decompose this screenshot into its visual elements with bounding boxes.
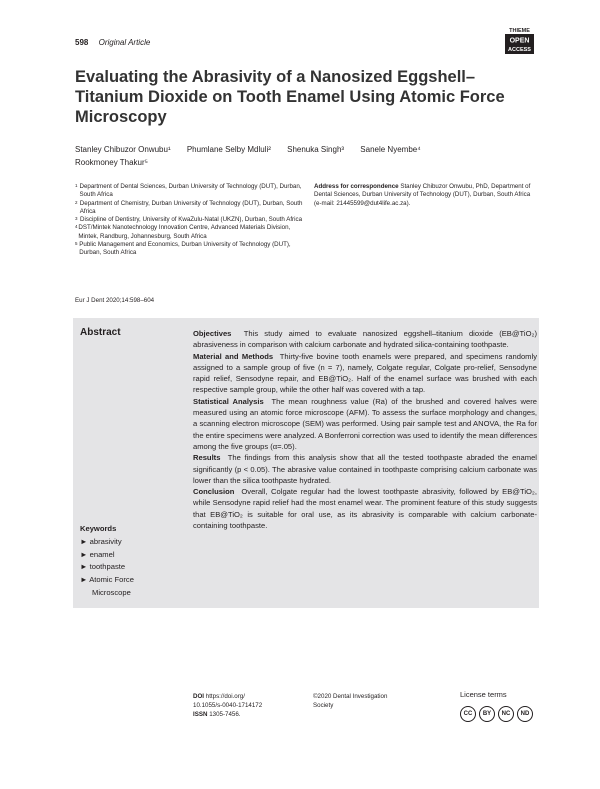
copyright-line: Society (313, 702, 334, 709)
abstract-text (193, 328, 537, 531)
section-text: The mean roughness value (Ra) of the brushed and covered halves were measured using an atomic force microscope (AFM). To assess the surface morphology and changes, a scanning electron microscope (SEM) was performed. Using pair sample test and ANOVA, the Ra for the entire specimens were analyzed. A Bonferroni correction was used to identify the mean differences among the five groups (α=.05). (193, 396, 537, 451)
author: Sanele Nyembe⁴ (360, 145, 421, 154)
doi-block (193, 692, 262, 719)
keywords-heading: Keywords (80, 524, 117, 533)
section-label: Conclusion (193, 487, 235, 497)
abstract-section (193, 486, 537, 531)
affiliation: Discipline of Dentistry, University of KwaZulu-Natal (UKZN), Durban, South Africa (80, 216, 303, 224)
author: Phumlane Selby Mdluli² (186, 145, 271, 154)
section-text: Thirty-five bovine tooth enamels were prepared, and specimens randomly assigned to a sample group of five (n = 7), namely, Colgate regular, Colgate pro-relief, Sensodyne rapid relief, Sensodyne repair, and EB@TiO₂. Half of the enamel surface was brushed with each respective sample group, while the other half was covered with a tap. (193, 351, 537, 395)
copyright-line: ©2020 Dental Investigation (313, 693, 388, 700)
nc-icon: NC (498, 706, 514, 722)
keyword: ► abrasivity (80, 536, 122, 546)
doi-value: 10.1055/s-0040-1714172 (193, 702, 263, 709)
correspondence-label: Address for correspondence (314, 183, 399, 190)
thieme-open-access-logo (505, 26, 534, 54)
affiliations (75, 183, 310, 258)
abstract-section (193, 452, 537, 486)
keyword: ► enamel (80, 549, 115, 559)
abstract-section (193, 396, 537, 452)
keyword: ► toothpaste (80, 562, 126, 572)
affiliation: Public Management and Economics, Durban University of Technology (DUT), Durban, South Africa (79, 241, 291, 257)
cc-icon: CC (460, 706, 476, 722)
journal-citation: Eur J Dent 2020;14:598–604 (75, 297, 155, 304)
author-list (75, 143, 545, 169)
doi-label: DOI (193, 693, 205, 700)
affiliation: Department of Dental Sciences, Durban University of Technology (DUT), Durban, South Africa (79, 183, 302, 199)
section-text: Overall, Colgate regular had the lowest toothpaste abrasivity, followed by EB@TiO₂, while Sensodyne rapid relief had the most enamel wear. The prominent feature of this study suggests that EB@TiO₂ is suitable for oral use, as its abrasivity is comparable with calcium carbonate-containing toothpaste. (193, 487, 537, 531)
section-label: Material and Methods (193, 351, 274, 361)
section-text: This study aimed to evaluate nanosized eggshell–titanium dioxide (EB@TiO₂) abrasiveness in comparison with calcium carbonate and hydrated silica-containing toothpaste. (193, 329, 537, 350)
author: Shenuka Singh³ (287, 145, 345, 154)
keyword: ► Atomic Force (80, 575, 134, 585)
affiliation-number: 2 (75, 199, 78, 205)
affiliation-number: 4 (75, 224, 78, 230)
author: Stanley Chibuzor Onwubu¹ (75, 145, 171, 154)
article-type: Original Article (98, 38, 151, 47)
by-icon: BY (479, 706, 495, 722)
section-label: Objectives (193, 329, 232, 338)
issn-value: 1305-7456. (209, 711, 241, 718)
copyright-block (313, 692, 433, 710)
section-label: Results (193, 453, 221, 463)
affiliation-number: 1 (75, 183, 78, 188)
section-text: The findings from this analysis show that all the tested toothpaste abraded the enamel significantly (p < 0.05). The abrasive value contained in toothpaste comprising calcium carbonate was lower than the silica toothpaste hydrated. (193, 453, 537, 485)
correspondence-text: Stanley Chibuzor Onwubu, PhD, Department of Dental Sciences, Durban University of Technology (DUT), Durban, South Africa (e-mail: 21445599@dut4life.ac.za). (314, 183, 531, 207)
abstract-section (193, 351, 537, 396)
section-label: Statistical Analysis (193, 396, 264, 406)
affiliation-number: 5 (75, 241, 78, 247)
nd-icon: ND (517, 706, 533, 722)
author: Rookmoney Thakur⁵ (75, 158, 148, 167)
article-title: Evaluating the Abrasivity of a Nanosized Eggshell–Titanium Dioxide on Tooth Enamel Using Atomic Force Microscopy (75, 68, 505, 126)
license-icons[interactable] (460, 706, 533, 722)
affiliation-number: 3 (75, 216, 78, 222)
logo-text-2: OPEN (509, 37, 530, 45)
keywords (80, 523, 134, 600)
issn-label: ISSN (193, 711, 208, 718)
doi-link[interactable]: https://doi.org/ (205, 693, 245, 700)
abstract-section (193, 328, 537, 351)
keyword: Microscope (92, 587, 131, 597)
abstract-heading: Abstract (80, 327, 121, 338)
logo-text-3: ACCESS (508, 47, 531, 53)
affiliation: Department of Chemistry, Durban University of Technology (DUT), Durban, South Africa (79, 199, 303, 215)
logo-text-1: THIEME (509, 28, 530, 34)
affiliation: DST/Mintek Nanotechnology Innovation Centre, Advanced Materials Division, Mintek, Randburg, Johannesburg, South Africa (78, 224, 291, 240)
correspondence (314, 183, 539, 208)
license-label: License terms (460, 690, 507, 699)
running-header (75, 38, 150, 47)
page-number: 598 (75, 38, 89, 47)
